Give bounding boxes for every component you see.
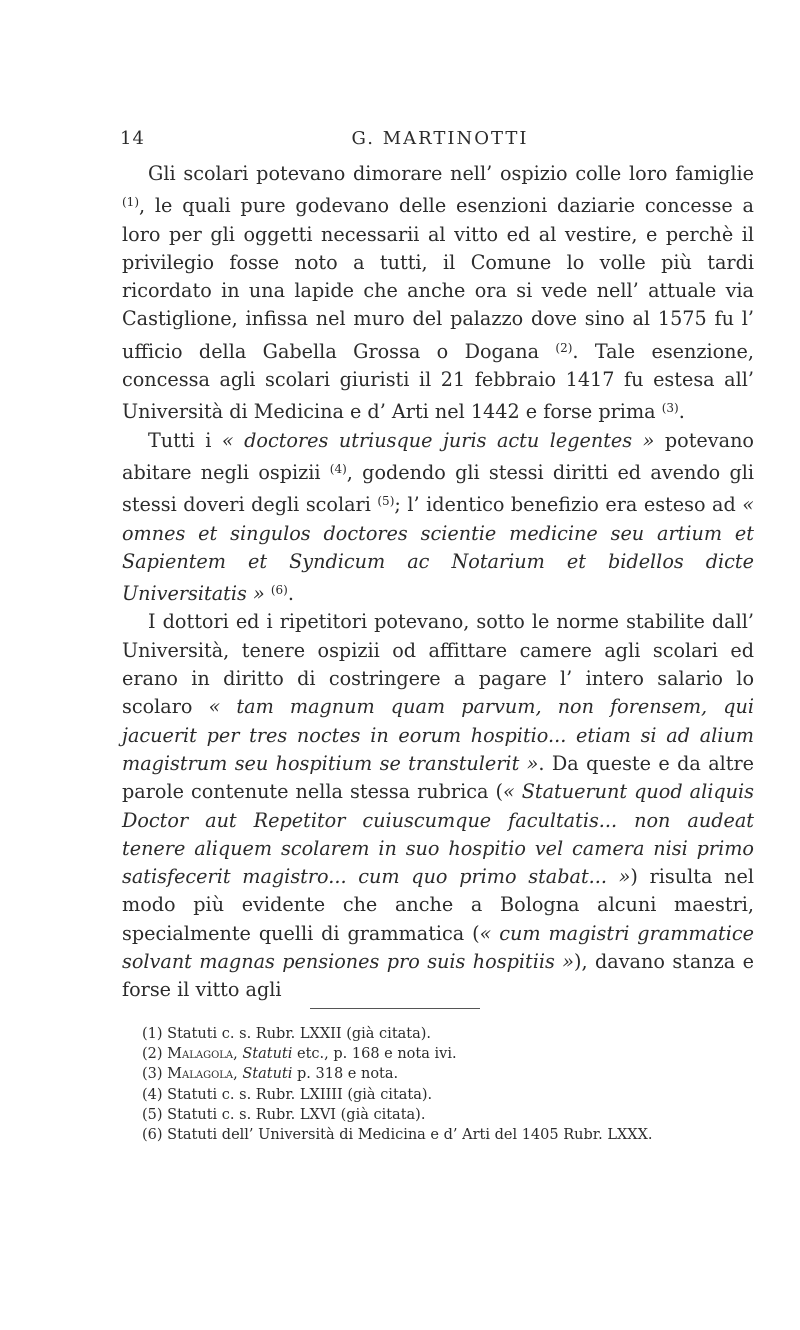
text-run: . [678, 400, 685, 424]
footnote-reference: (2) [555, 340, 573, 355]
text-run: , [233, 1066, 243, 1083]
footnote-reference: (1) [122, 195, 139, 210]
latin-quotation: Statuti [242, 1046, 293, 1063]
latin-quotation: « doctores utriusque juris actu legentes » [221, 428, 655, 452]
footnote [142, 1024, 762, 1044]
footnote-separator [310, 1008, 480, 1009]
footnote [142, 1064, 762, 1084]
text-run: ) risulta nel modo più evidente che anche a Bologna alcuni maestri, specialmente quelli di grammatica ( [122, 865, 754, 945]
text-run: , le quali pure godevano delle esenzioni daziarie concesse a loro per gli oggetti necessarii al vitto ed al vestire, e perchè il privilegio fosse noto a tutti, il Comune lo volle più tardi ricordato in una lapide che anche ora si vede nell’ attuale via Castiglione, infissa nel muro del palazzo dove sino al 1575 fu l’ ufficio della Gabella Grossa o Dogana [122, 194, 754, 363]
footnote [142, 1044, 762, 1064]
text-run: (5) Statuti c. s. Rubr. LXVI (già citata). [142, 1106, 426, 1123]
page-number: 14 [120, 128, 145, 149]
text-run: . [287, 582, 294, 606]
author-name: Malagola [167, 1066, 234, 1083]
footnote-reference: (3) [661, 401, 679, 416]
text-run: p. 318 e nota. [292, 1066, 399, 1083]
text-run: (1) Statuti c. s. Rubr. LXXII (già citata). [142, 1026, 432, 1042]
text-run: (2) [142, 1046, 168, 1063]
latin-quotation: Statuti [242, 1066, 293, 1083]
text-run: , godendo gli stessi diritti ed avendo gli stessi doveri degli scolari [122, 460, 754, 517]
latin-quotation: « omnes et singulos doctores scientie medicine seu artium et Sapientem et Syndicum ac Notarium et bidellos dicte Universitatis » [122, 493, 755, 606]
paragraph [122, 160, 754, 427]
text-run: (6) Statuti dell’ Università di Medicina e d’ Arti del 1405 Rubr. LXXX. [142, 1127, 653, 1144]
text-run: Tutti i [148, 428, 222, 452]
text-run: potevano abitare negli ospizii [122, 428, 754, 484]
text-run: (4) Statuti c. s. Rubr. LXIIII (già citata). [142, 1086, 433, 1103]
running-header [120, 128, 760, 152]
footnote [142, 1085, 762, 1105]
text-run: . Da queste e da altre parole contenute nella stessa rubrica ( [122, 751, 755, 804]
text-run: ), davano stanza e forse il vitto agli [122, 950, 754, 1002]
text-run: , [233, 1046, 243, 1063]
footnote [142, 1105, 762, 1125]
footnote-reference: (4) [329, 461, 347, 476]
paragraph [122, 608, 754, 1004]
footnote [142, 1125, 762, 1145]
latin-quotation: « Statuerunt quod aliquis Doctor aut Repetitor cuiuscumque facultatis... non audeat tenere aliquem scolarem in suo hospitio vel camera nisi primo satisfecerit magistro... cum quo primo stabat... » [122, 780, 754, 889]
text-run: etc., p. 168 e nota ivi. [292, 1046, 457, 1063]
footnotes [142, 1024, 762, 1145]
latin-quotation: « tam magnum quam parvum, non forensem, qui jacuerit per tres noctes in eorum hospitio... etiam si ad alium magistrum seu hospitium se transtulerit » [122, 695, 754, 775]
text-run: I dottori ed i ripetitori potevano, sotto le norme stabilite dall’ Università, tenere ospizii od affittare camere agli scolari ed erano in diritto di costringere a pagare l’ intero salario lo scolaro [122, 610, 754, 719]
text-run: Gli scolari potevano dimorare nell’ ospizio colle loro famiglie [148, 162, 754, 185]
text-run: (3) [142, 1066, 168, 1083]
footnote-reference: (5) [377, 494, 395, 509]
main-text [122, 160, 754, 1005]
author-name: Malagola [167, 1046, 234, 1063]
latin-quotation: « cum magistri grammatice solvant magnas pensiones pro suis hospitiis » [122, 921, 754, 974]
text-run: . Tale esenzione, concessa agli scolari giuristi il 21 febbraio 1417 fu estesa all’ Università di Medicina e d’ Arti nel 1442 e forse prima [122, 339, 754, 424]
paragraph [122, 427, 754, 609]
text-run: ; l’ identico benefizio era esteso ad [394, 493, 743, 517]
footnote-reference: (6) [270, 583, 288, 598]
running-title: G. MARTINOTTI [351, 128, 529, 149]
